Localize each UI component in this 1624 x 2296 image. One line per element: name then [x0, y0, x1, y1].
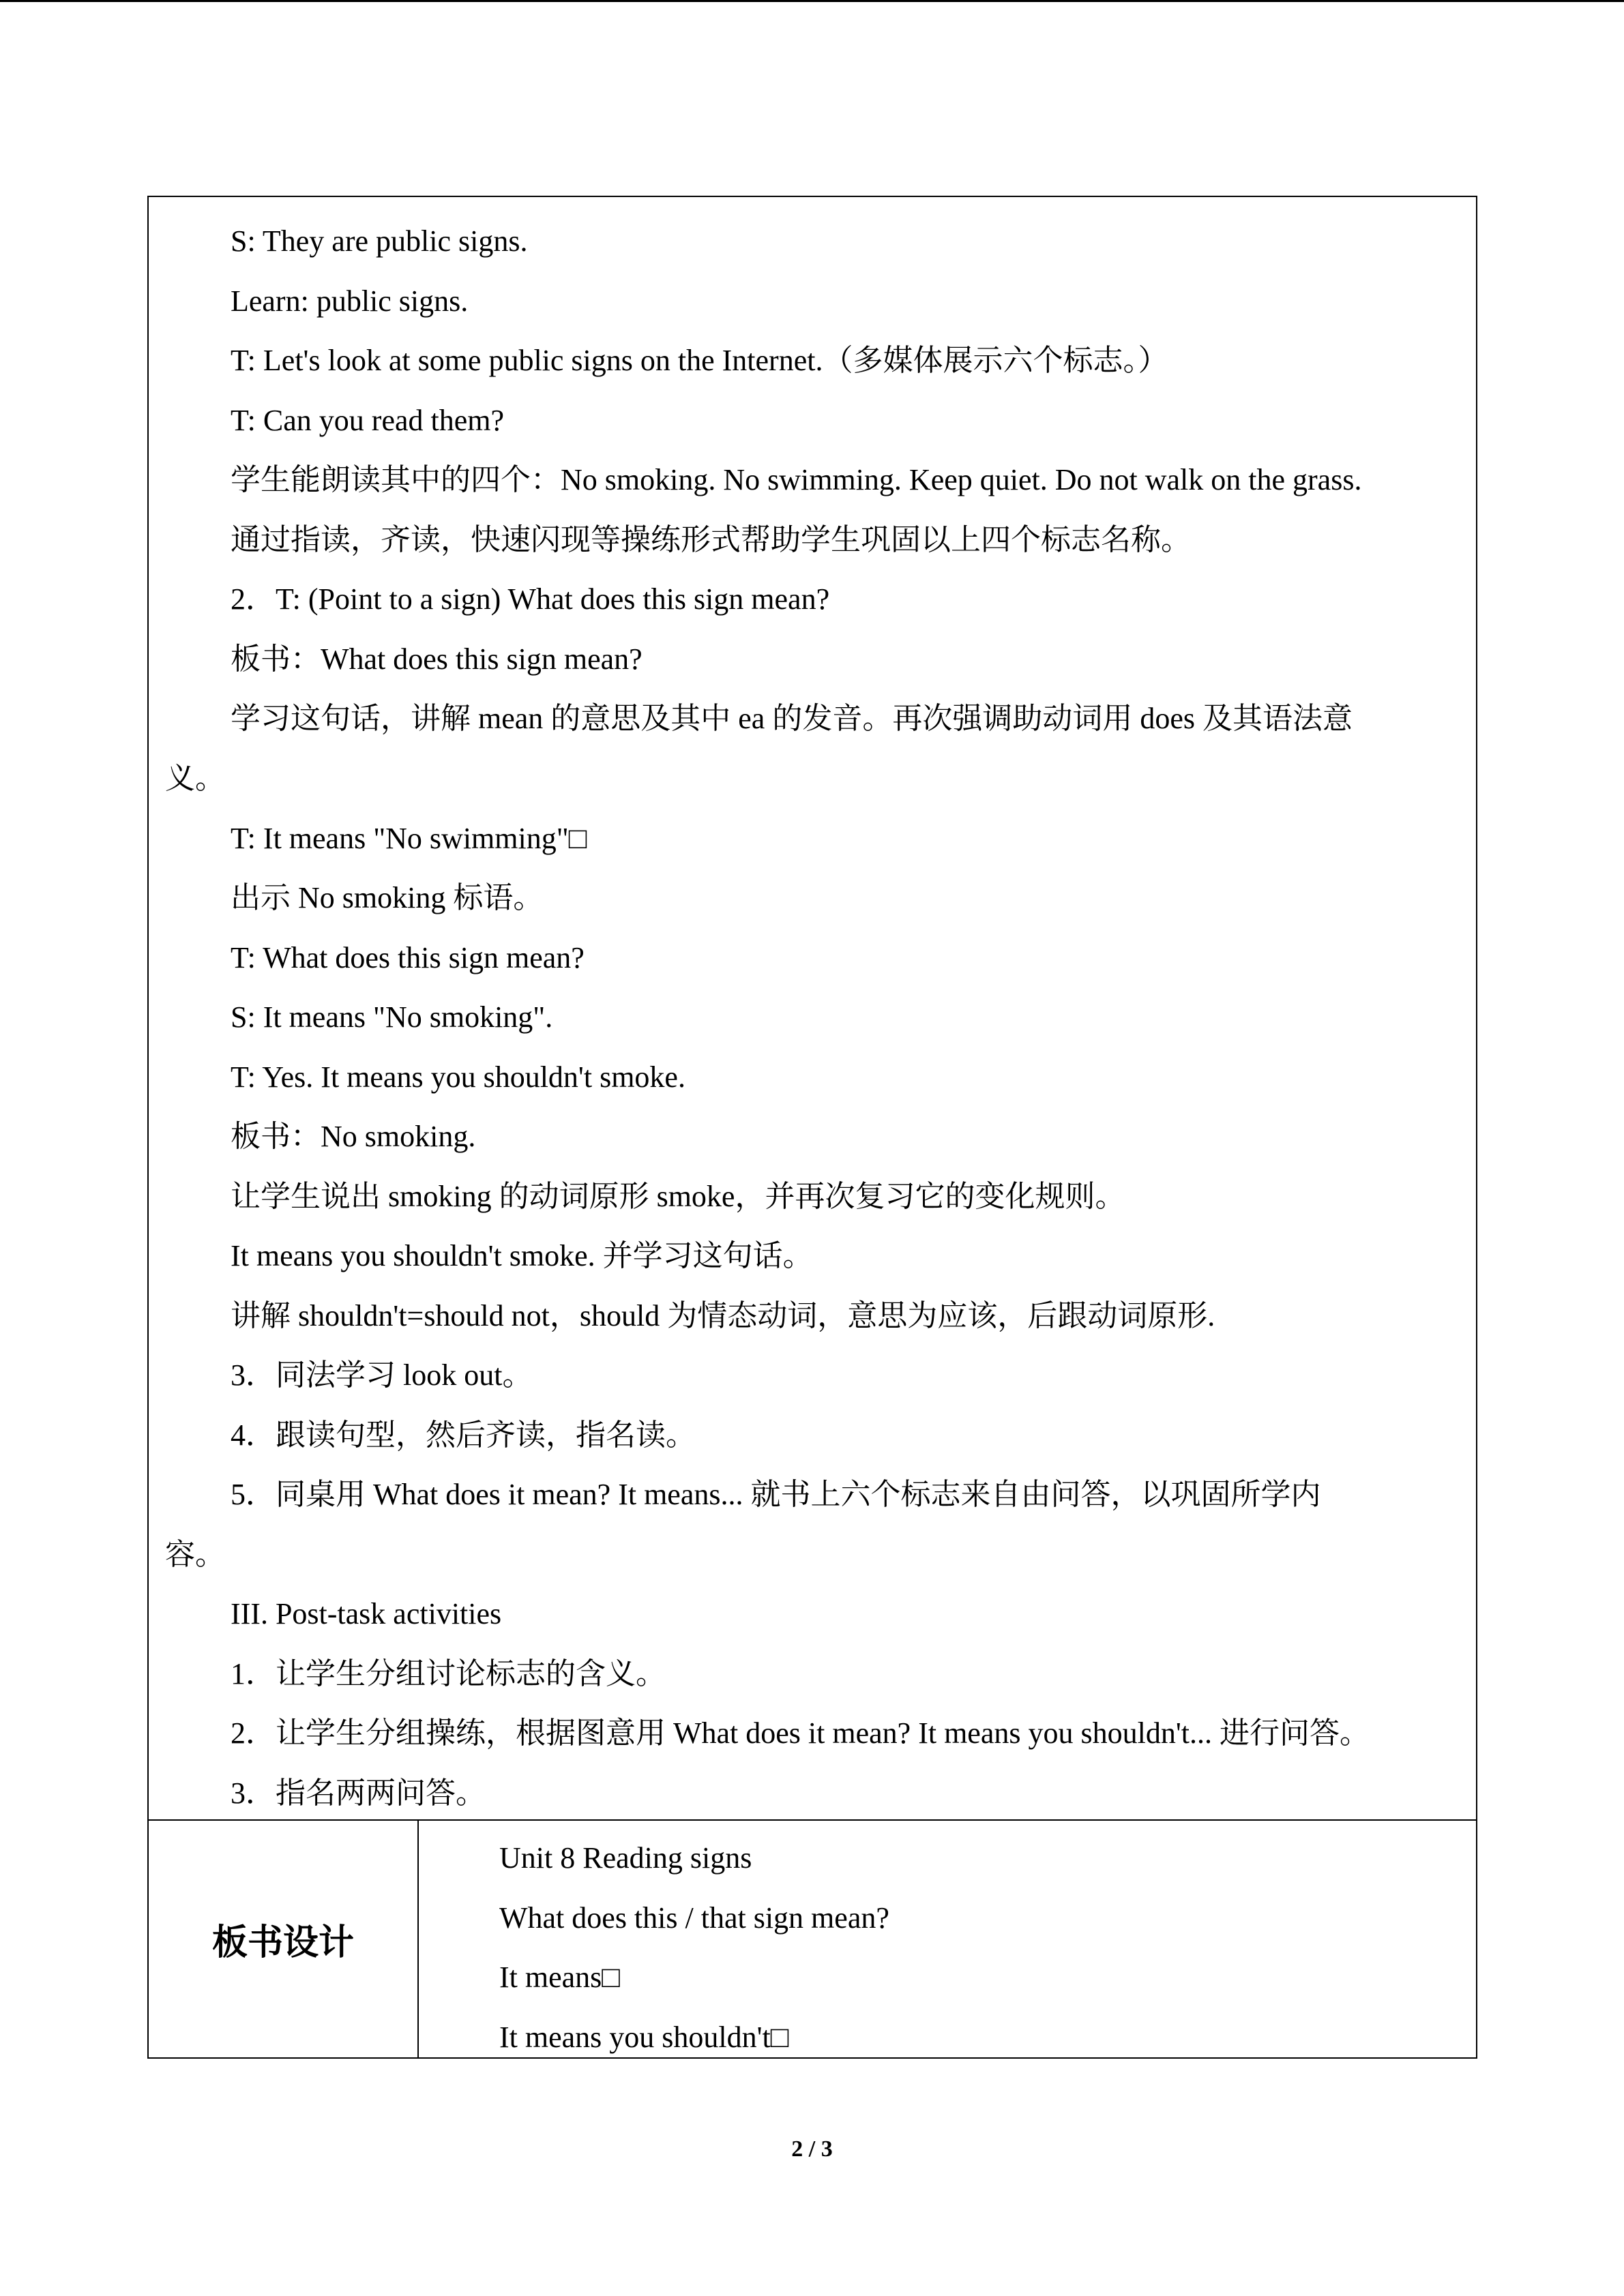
lesson-line: S: It means "No smoking". — [231, 1000, 553, 1034]
lesson-line: S: They are public signs. — [231, 224, 528, 258]
lesson-line: 学习这句话，讲解 mean 的意思及其中 ea 的发音。再次强调助动词用 does 及其语法意 — [231, 702, 1353, 735]
lesson-line: 容。 — [165, 1538, 225, 1571]
lesson-line: 通过指读，齐读，快速闪现等操练形式帮助学生巩固以上四个标志名称。 — [231, 523, 1191, 556]
lesson-line: 2．让学生分组操练，根据图意用 What does it mean? It means you shouldn't... 进行问答。 — [231, 1716, 1370, 1750]
lesson-line: T: Yes. It means you shouldn't smoke. — [231, 1060, 685, 1094]
lesson-line: 出示 No smoking 标语。 — [231, 881, 544, 914]
lesson-line: 1．让学生分组讨论标志的含义。 — [231, 1657, 666, 1690]
lesson-line: 学生能朗读其中的四个：No smoking. No swimming. Keep quiet. Do not walk on the grass. — [231, 463, 1362, 496]
lesson-line: 让学生说出 smoking 的动词原形 smoke，并再次复习它的变化规则。 — [231, 1180, 1125, 1213]
board-line: It means you shouldn't□ — [499, 2021, 789, 2054]
page-number: 2 / 3 — [791, 2136, 833, 2162]
board-line: Unit 8 Reading signs — [499, 1841, 752, 1875]
lesson-line: It means you shouldn't smoke. 并学习这句话。 — [231, 1239, 813, 1272]
lesson-plan-table — [147, 196, 1477, 2059]
board-line: What does this / that sign mean? — [499, 1901, 889, 1935]
lesson-line: T: What does this sign mean? — [231, 941, 585, 974]
lesson-line: III. Post-task activities — [231, 1597, 502, 1630]
lesson-line: Learn: public signs. — [231, 284, 469, 318]
board-design-label-cell — [149, 1821, 419, 2057]
lesson-line: 板书：What does this sign mean? — [231, 642, 643, 676]
board-design-content-cell — [419, 1821, 1476, 2057]
lesson-line: 4．跟读句型，然后齐读，指名读。 — [231, 1418, 696, 1452]
lesson-line: 3．同法学习 look out。 — [231, 1358, 533, 1392]
lesson-line: T: Let's look at some public signs on the Internet.（多媒体展示六个标志。） — [231, 344, 1168, 377]
lesson-line: T: It means "No swimming"□ — [231, 822, 587, 855]
lesson-line: 板书：No smoking. — [231, 1120, 476, 1153]
lesson-line: 5．同桌用 What does it mean? It means... 就书上六个标志来自由问答，以巩固所学内 — [231, 1478, 1321, 1511]
lesson-line: T: Can you read them? — [231, 404, 505, 437]
lesson-line: 3．指名两两问答。 — [231, 1776, 486, 1810]
board-line: It means□ — [499, 1960, 620, 1994]
teaching-procedure-cell — [149, 197, 1476, 1821]
lesson-line: 义。 — [165, 762, 225, 795]
page-top-rule — [0, 0, 1624, 2]
board-design-label: 板书设计 — [211, 1922, 354, 1963]
lesson-line: 讲解 shouldn't=should not，should 为情态动词，意思为应该，后跟动词原形. — [231, 1299, 1215, 1332]
lesson-line: 2．T: (Point to a sign) What does this sign mean? — [231, 582, 830, 616]
